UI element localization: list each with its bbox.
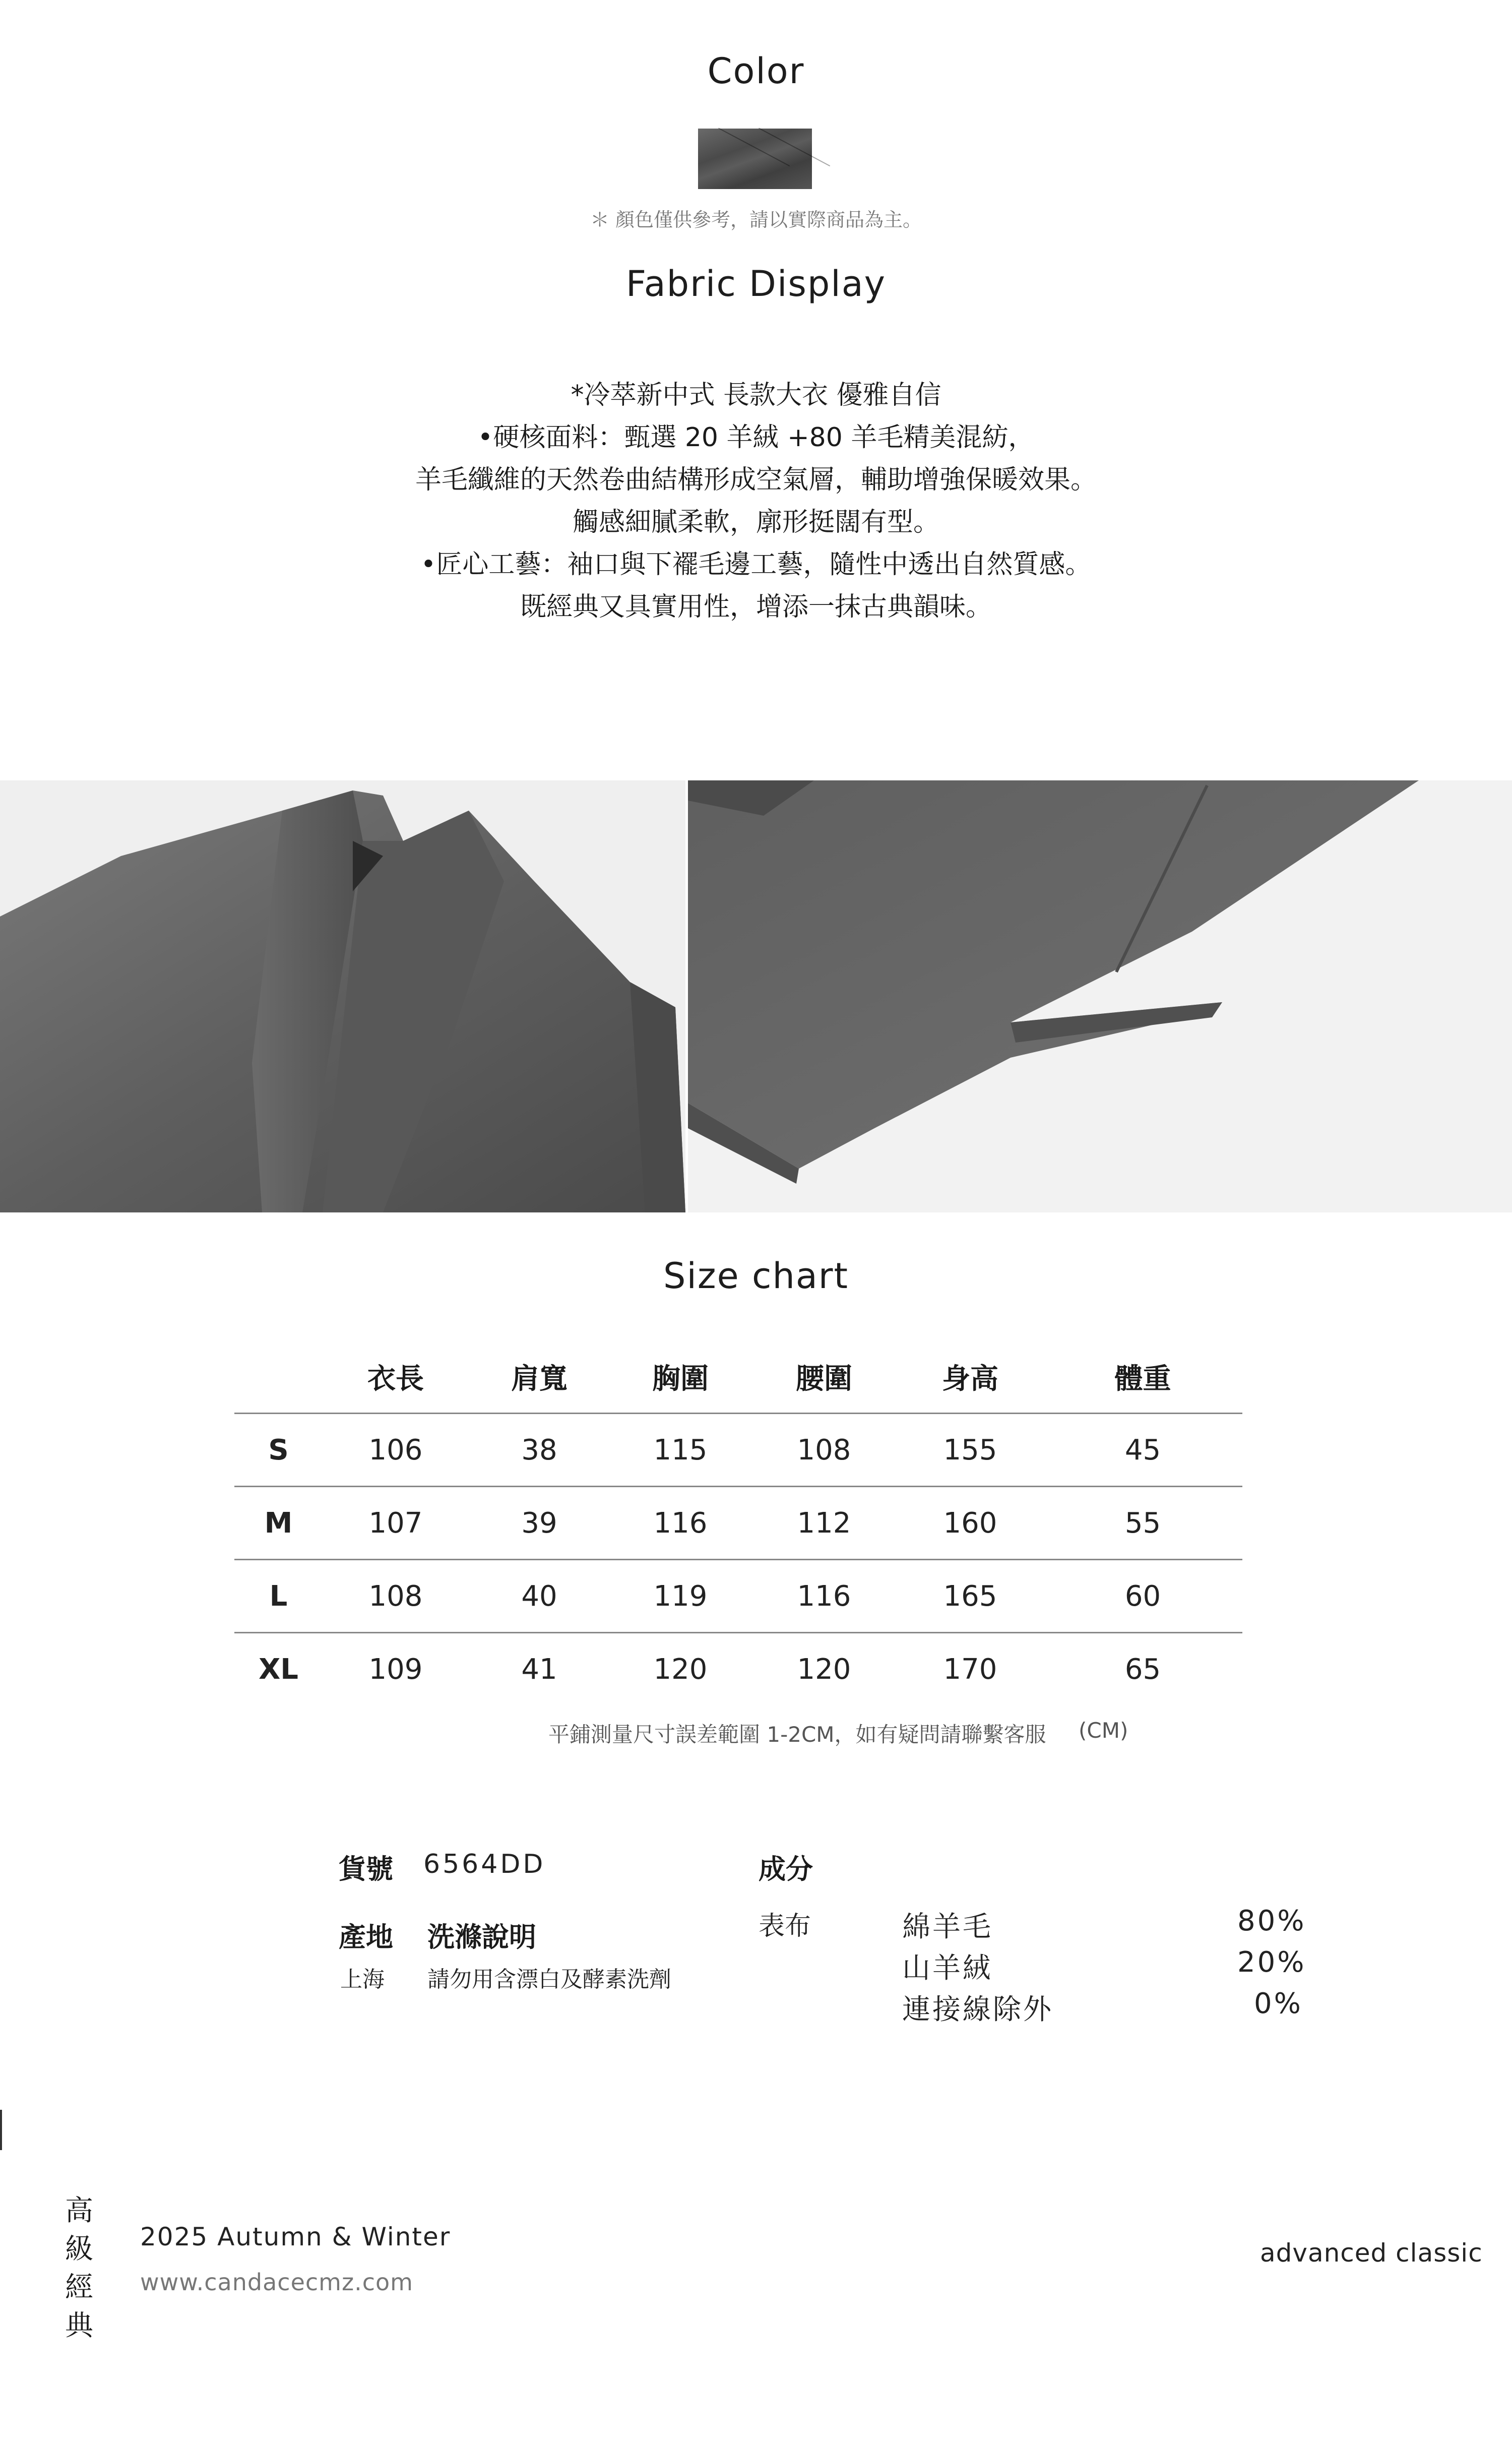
season-text: 2025 Autumn & Winter: [140, 2222, 451, 2251]
description-line: 羊毛纖維的天然卷曲結構形成空氣層，輔助增強保暖效果。: [415, 465, 1097, 495]
size-label: S: [268, 1433, 289, 1467]
table-cell: 39: [521, 1506, 557, 1540]
table-cell: 120: [797, 1653, 851, 1686]
material-name: 山羊絨: [902, 1952, 993, 1985]
table-cell: 120: [653, 1653, 708, 1686]
table-cell: 115: [653, 1433, 708, 1467]
table-cell: 165: [943, 1579, 997, 1613]
fabric-label: 表布: [759, 1911, 811, 1941]
color-note: ＊ 顏色僅供參考，請以實際商品為主。: [590, 209, 922, 231]
table-cell: 160: [943, 1506, 997, 1540]
table-row: [234, 1560, 1242, 1633]
table-cell: 170: [943, 1653, 997, 1686]
website-link[interactable]: www.candacecmz.com: [140, 2269, 413, 2296]
table-cell: 107: [368, 1506, 423, 1540]
table-cell: 108: [797, 1433, 851, 1467]
table-row: [234, 1633, 1242, 1705]
vertical-char: 經: [65, 2271, 93, 2304]
composition-label: 成分: [759, 1853, 813, 1885]
description-line: 觸感細膩柔軟，廓形挺闊有型。: [572, 507, 939, 537]
fabric-description: [0, 374, 1512, 628]
table-cell: 45: [1124, 1433, 1161, 1467]
table-cell: 40: [521, 1579, 557, 1613]
table-cell: 119: [653, 1579, 708, 1613]
table-cell: 116: [797, 1579, 851, 1613]
material-name: 連接線除外: [902, 1993, 1053, 2026]
sku-label: 貨號: [339, 1853, 393, 1885]
table-cell: 108: [368, 1579, 423, 1613]
table-cell: 55: [1124, 1506, 1161, 1540]
material-percent: 0%: [1254, 1987, 1303, 2020]
description-line: •硬核面料：甄選 20 羊絨 +80 羊毛精美混紡，: [477, 422, 1035, 453]
size-table: [234, 1341, 1242, 1705]
column-header: 腰圍: [796, 1363, 852, 1395]
table-cell: 41: [521, 1653, 557, 1686]
wash-label: 洗滌說明: [427, 1921, 536, 1953]
table-cell: 155: [943, 1433, 997, 1467]
table-cell: 116: [653, 1506, 708, 1540]
sku-value: 6564DD: [423, 1849, 546, 1879]
description-line: •匠心工藝：袖口與下襬毛邊工藝，隨性中透出自然質感。: [420, 550, 1092, 580]
wash-value: 請勿用含漂白及酵素洗劑: [427, 1967, 671, 1992]
size-label: M: [264, 1506, 293, 1540]
vertical-title: [61, 2192, 97, 2345]
hem-detail-photo: [688, 780, 1512, 1212]
table-row: [234, 1487, 1242, 1560]
origin-value: 上海: [340, 1967, 385, 1992]
size-unit: (CM): [1079, 1718, 1128, 1743]
vertical-char: 典: [65, 2309, 93, 2342]
edge-mark: [0, 2110, 2, 2150]
column-header: 體重: [1114, 1363, 1171, 1395]
size-chart-heading: Size chart: [663, 1255, 849, 1297]
material-percent: 80%: [1237, 1905, 1306, 1937]
vertical-char: 級: [65, 2233, 93, 2266]
size-label: XL: [259, 1653, 298, 1686]
table-cell: 106: [368, 1433, 423, 1467]
table-cell: 109: [368, 1653, 423, 1686]
material-name: 綿羊毛: [902, 1911, 993, 1943]
size-label: L: [269, 1579, 288, 1613]
description-line: *冷萃新中式 長款大衣 優雅自信: [571, 380, 941, 410]
column-header: 肩寬: [511, 1363, 568, 1395]
collar-detail-photo: [0, 780, 685, 1212]
table-cell: 60: [1124, 1579, 1161, 1613]
description-line: 既經典又具實用性，增添一抹古典韻味。: [520, 592, 992, 622]
table-cell: 38: [521, 1433, 557, 1467]
table-cell: 65: [1124, 1653, 1161, 1686]
column-header: 身高: [942, 1363, 998, 1395]
table-row: [234, 1414, 1242, 1487]
origin-label: 產地: [339, 1921, 393, 1953]
material-percent: 20%: [1237, 1946, 1306, 1979]
fabric-heading: Fabric Display: [625, 263, 887, 304]
color-heading: Color: [707, 50, 805, 92]
size-note: 平鋪測量尺寸誤差範圍 1-2CM，如有疑問請聯繫客服: [548, 1722, 1046, 1747]
vertical-char: 高: [65, 2194, 93, 2227]
size-column-header: [234, 1341, 323, 1414]
column-header: 胸圍: [652, 1363, 709, 1395]
column-header: 衣長: [367, 1363, 424, 1395]
color-swatch[interactable]: [698, 129, 812, 189]
table-cell: 112: [797, 1506, 851, 1540]
tagline: advanced classic: [1260, 2238, 1483, 2268]
